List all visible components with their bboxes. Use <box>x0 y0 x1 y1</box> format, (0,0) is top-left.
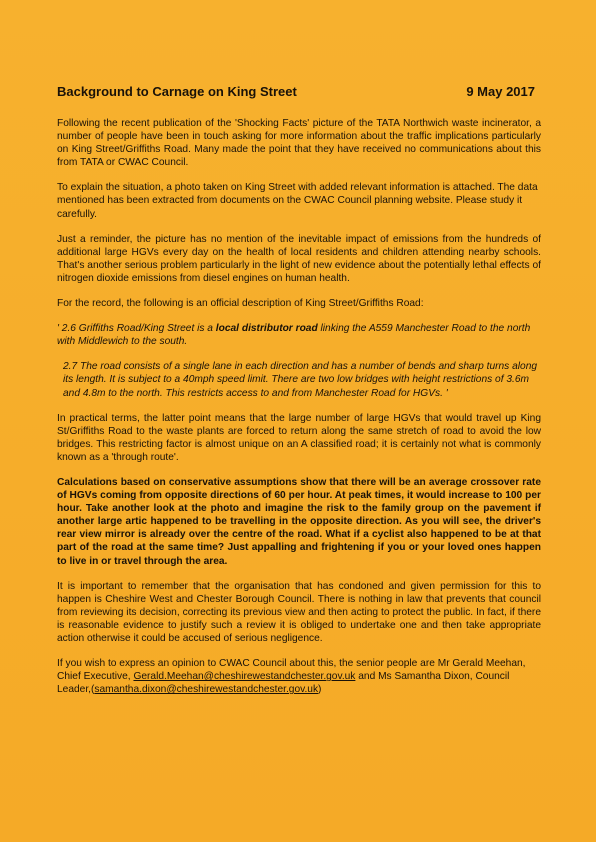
quote-2-6-emphasis: local distributor road <box>215 323 318 335</box>
paragraph-intro: Following the recent publication of the 'Shocking Facts' picture of the TATA Northwich waste incinerator, a number of people have been in touch asking for more information about the traffic implications particularly on King Street/Griffiths Road. Many made the point that they have received no communications about this from TATA or CWAC Council. <box>57 118 541 169</box>
email-link-samantha-dixon[interactable]: samantha.dixon@cheshirewestandchester.gov.uk <box>94 684 319 696</box>
email-link-gerald-meehan[interactable]: Gerald.Meehan@cheshirewestandchester.gov.uk <box>133 671 356 683</box>
quote-2-6-end: linking the A559 Manchester Road to the north with Middlewich to the south. <box>57 323 531 348</box>
document-date: 9 May 2017 <box>466 84 535 99</box>
paragraph-record: For the record, the following is an official description of King Street/Griffiths Road: <box>57 298 424 310</box>
quote-2-6-start: ' 2.6 Griffiths Road/King Street is a <box>57 323 216 335</box>
paragraph-explanation: To explain the situation, a photo taken on King Street with added relevant information is attached. The data mentioned has been extracted from documents on the CWAC Council planning website. Please study it carefully. <box>57 182 538 220</box>
quote-2-7: 2.7 The road consists of a single lane in each direction and has a number of bends and sharp turns along its length. It is subject to a 40mph speed limit. There are two low bridges with height restrictions of 3.6m and 4.8m to the north. This restricts access to and from Manchester Road for HGVs. ' <box>63 361 538 399</box>
contact-text-start: If you wish to express an opinion to CWAC Council about this, the senior people are Mr Gerald Meehan, Chief Executive, <box>57 658 526 683</box>
paragraph-reminder: Just a reminder, the picture has no mention of the inevitable impact of emissions from the hundreds of additional large HGVs every day on the health of local residents and children attending nearby schools. That's another serious problem particularly in the light of new evidence about the potentially lethal effects of nitrogen dioxide emissions from diesel engines on human health. <box>57 233 541 284</box>
quote-2-6 <box>57 322 541 348</box>
document-body <box>57 84 541 708</box>
document-header <box>57 84 541 99</box>
contact-text-end: ) <box>318 684 322 696</box>
document-title: Background to Carnage on King Street <box>57 84 297 99</box>
paragraph-calculations: Calculations based on conservative assumptions show that there will be an average crossover rate of HGVs coming from opposite directions of 60 per hour. At peak times, it would increase to 100 per hour. Take another look at the photo and imagine the risk to the family group on the pavement if another large artic happened to be travelling in the opposite direction. As you will see, the driver's rear view mirror is already over the centre of the road. What if a cyclist also happened to be at that part of the road at the same time? Just appalling and frightening if you or your loved ones happen to live in or travel through the area. <box>57 476 541 567</box>
paragraph-practical-terms: In practical terms, the latter point means that the large number of large HGVs that would travel up King St/Griffiths Road to the waste plants are forced to return along the same stretch of road to avoid the low bridges. This restricting factor is almost unique on an A classified road; it is certainly not what is commonly known as a 'through route'. <box>57 412 541 463</box>
contact-text-middle: and Ms Samantha Dixon, Council Leader,( <box>57 671 510 696</box>
paragraph-contact <box>57 657 541 696</box>
paragraph-council-responsibility: It is important to remember that the organisation that has condoned and given permission for this to happen is Cheshire West and Chester Borough Council. There is nothing in law that prevents that council from reviewing its decision, correcting its previous view and then acting to protect the public. In fact, if there is reasonable evidence to justify such a review it is obliged to undertake one and then take appropriate action otherwise it could be accused of serious negligence. <box>57 580 541 644</box>
